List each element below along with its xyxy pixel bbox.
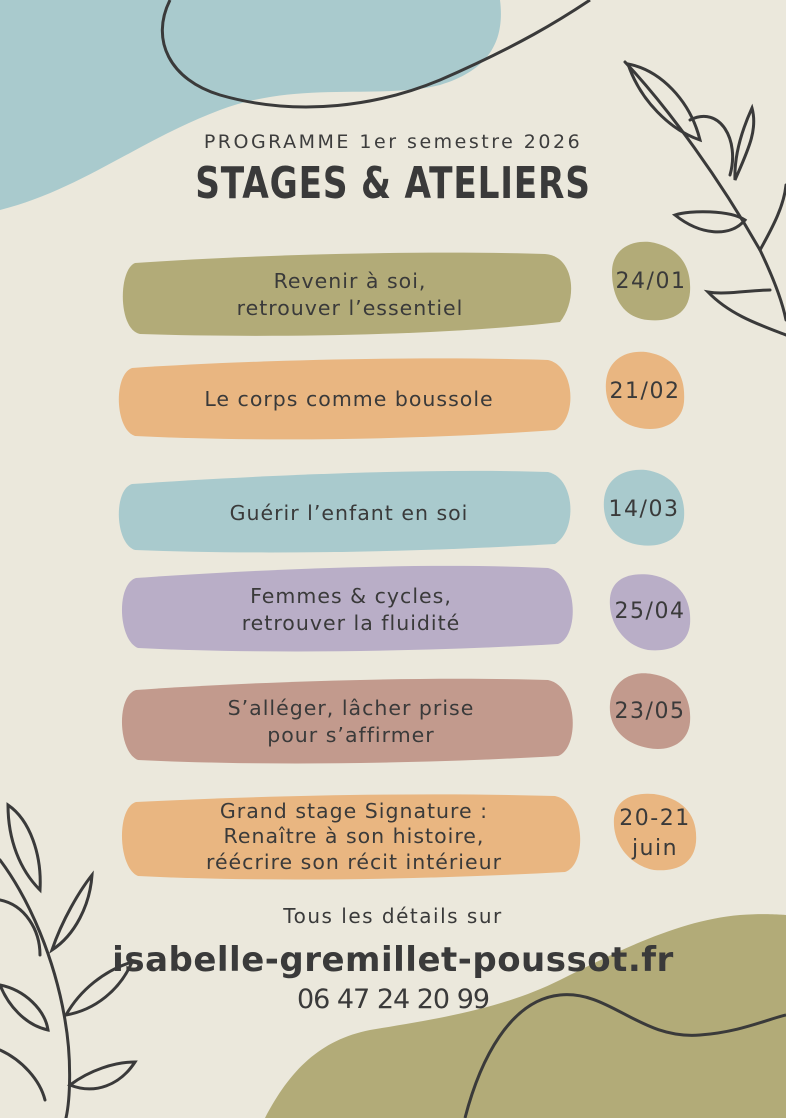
workshop-title-2: Le corps comme boussole bbox=[204, 386, 494, 411]
workshop-title-5: S’alléger, lâcher prise pour s’affirmer bbox=[227, 696, 475, 747]
date-blobs bbox=[604, 242, 696, 871]
header-subtitle: PROGRAMME 1er semestre 2026 bbox=[203, 131, 583, 153]
workshop-date-4: 25/04 bbox=[614, 599, 686, 625]
workshop-date-3: 14/03 bbox=[608, 497, 680, 523]
workshop-title-6: Grand stage Signature : Renaître à son histoire, réécrire son récit intérieur bbox=[205, 798, 503, 874]
details-intro-text: Tous les détails sur bbox=[283, 904, 503, 928]
workshop-title-3: Guérir l’enfant en soi bbox=[229, 500, 469, 525]
workshop-title-4: Femmes & cycles, retrouver la fluidité bbox=[241, 584, 461, 635]
workshop-date-2: 21/02 bbox=[609, 379, 681, 405]
workshop-title-1: Revenir à soi, retrouver l’essentiel bbox=[236, 269, 464, 320]
pill-shapes bbox=[119, 253, 580, 880]
phone-number[interactable]: 06 47 24 20 99 bbox=[296, 984, 490, 1015]
workshop-date-6: 20-21 juin bbox=[619, 806, 691, 861]
website-link[interactable]: isabelle-gremillet-poussot.fr bbox=[112, 940, 674, 980]
workshop-date-1: 24/01 bbox=[615, 269, 687, 295]
workshop-date-5: 23/05 bbox=[614, 699, 686, 725]
page-title: STAGES & ATELIERS bbox=[195, 158, 591, 209]
